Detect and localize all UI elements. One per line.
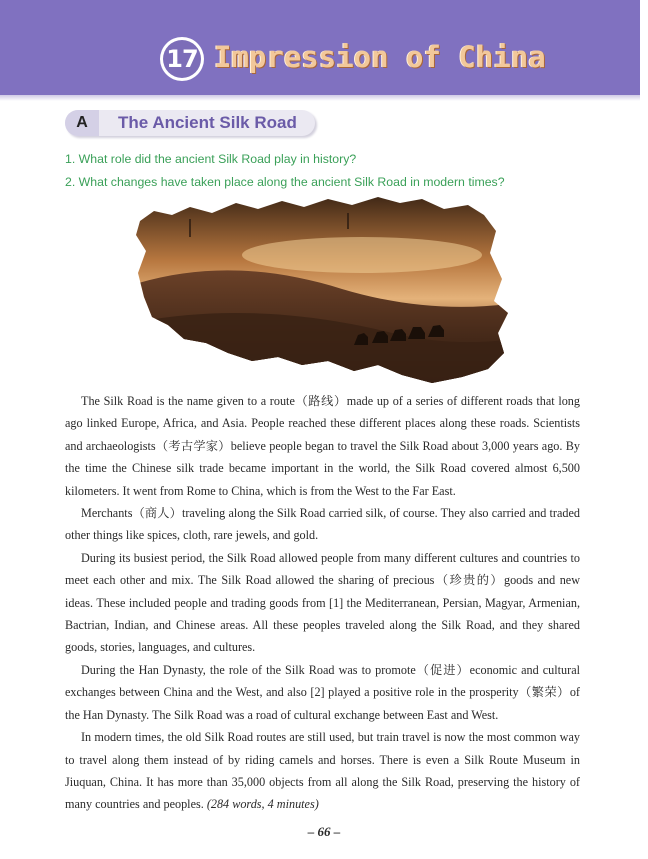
section-title: The Ancient Silk Road [118,113,297,132]
page-number: – 66 – [307,824,341,839]
article-paragraph-1: The Silk Road is the name given to a route（路线）made up of a series of different roads that long ago linked Europe, Africa, and Asia. People reached these different places along these roads. Scientists and archaeologists（考古学家）believe people began to travel the Silk Road about 3,000 years ago. By the time the Chinese silk trade became important in the world, the Silk Road covered almost 6,500 kilometers. It went from Rome to China, which is from the West to the Far East. [65,394,580,498]
word-count-note: (284 words, 4 minutes) [206,797,319,812]
unit-number-badge [160,37,204,81]
article-paragraph-5-text: In modern times, the old Silk Road routes are still used, but train travel is now the most common way to travel along them instead of by riding camels and horses. There is even a Silk Route Museum in Jiuquan, China. It has more than 35,000 objects from all along the Silk Road, preserving the history of many countries and peoples. [65,730,580,812]
article-paragraph-3: During its busiest period, the Silk Road allowed people from many different cultures and countries to meet each other and mix. The Silk Road allowed the sharing of precious（珍贵的）goods and new ideas. These included people and trading goods from [1] the Mediterranean, Persian, Magyar, Armenian, Bactrian, Indian, and Chinese areas. All these peoples traveled along the Silk Road, and they shared goods, stories, languages, and cultures. [65,550,580,655]
unit-number: 17 [163,40,201,78]
question-1: 1. What role did the ancient Silk Road play in history? [65,152,357,166]
article-paragraph-2: Merchants（商人）traveling along the Silk Road carried silk, of course. They also carried and traded other things like spices, cloth, rare jewels, and gold. [65,506,580,543]
article-paragraph-5 [65,726,580,816]
banner-shadow [0,95,640,101]
article-paragraph-4: During the Han Dynasty, the role of the Silk Road was to promote（促进）economic and cultural exchanges between China and the West, and also [2] played a positive role in the prosperity（繁荣）of the Han Dynasty. The Silk Road was a road of cultural exchange between East and West. [65,662,580,722]
article-body [65,390,580,816]
desert-caravan-photo [132,193,514,385]
question-2: 2. What changes have taken place along the ancient Silk Road in modern times? [65,175,505,189]
unit-title: Impression of China [214,40,546,74]
section-letter: A [65,110,99,136]
